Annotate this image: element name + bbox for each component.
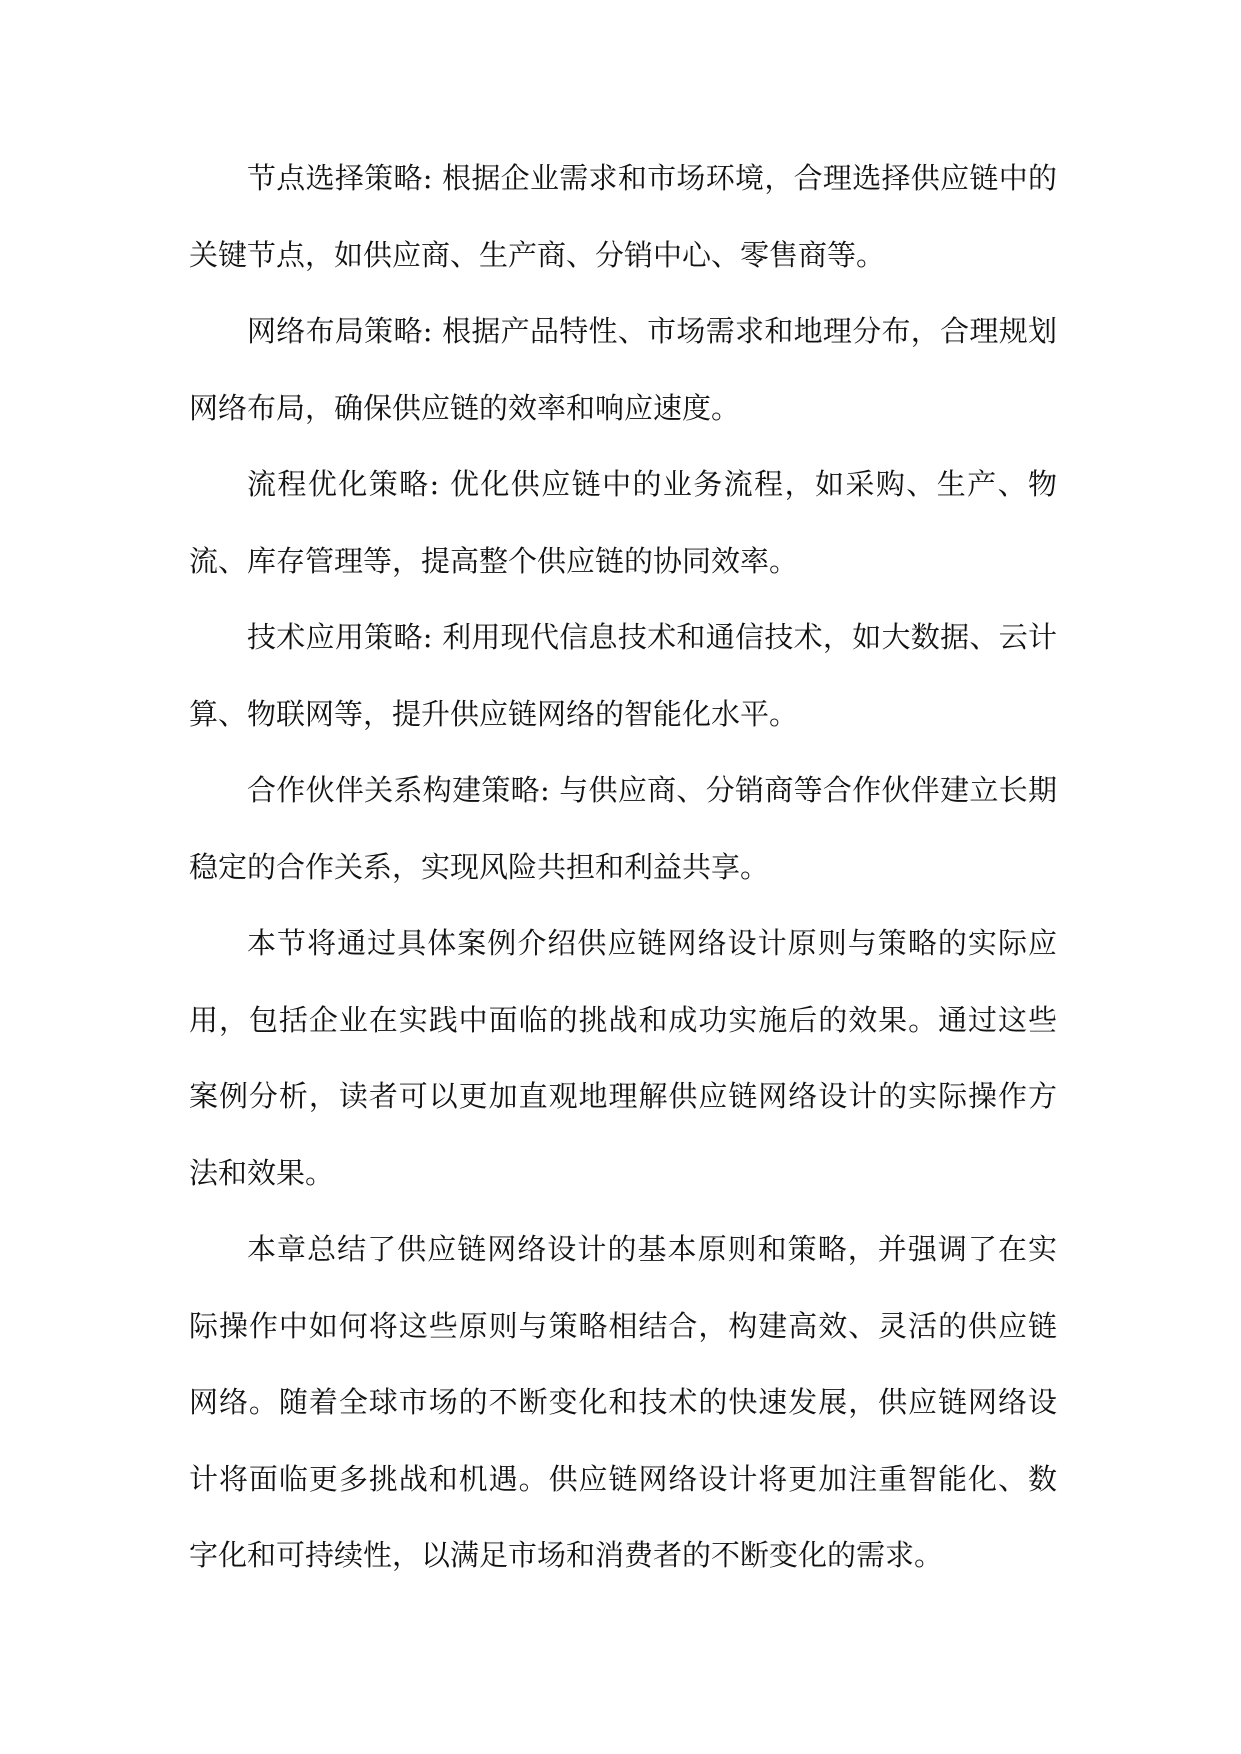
paragraph-process-optimization: 流程优化策略: 优化供应链中的业务流程，如采购、生产、物流、库存管理等，提高整个供应链的协同效率。: [189, 467, 1057, 578]
paragraph-network-layout: 网络布局策略: 根据产品特性、市场需求和地理分布，合理规划网络布局，确保供应链的效率和响应速度。: [189, 314, 1057, 425]
body-text: [189, 140, 1057, 1594]
paragraph-case-study: 本节将通过具体案例介绍供应链网络设计原则与策略的实际应用，包括企业在实践中面临的挑战和成功实施后的效果。通过这些案例分析，读者可以更加直观地理解供应链网络设计的实际操作方法和效果。: [189, 926, 1057, 1190]
paragraph-technology-application: 技术应用策略: 利用现代信息技术和通信技术，如大数据、云计算、物联网等，提升供应链网络的智能化水平。: [189, 620, 1057, 731]
paragraph-chapter-summary: 本章总结了供应链网络设计的基本原则和策略，并强调了在实际操作中如何将这些原则与策略相结合，构建高效、灵活的供应链网络。随着全球市场的不断变化和技术的快速发展，供应链网络设计将面临更多挑战和机遇。供应链网络设计将更加注重智能化、数字化和可持续性，以满足市场和消费者的不断变化的需求。: [189, 1232, 1057, 1572]
paragraph-node-selection: 节点选择策略: 根据企业需求和市场环境，合理选择供应链中的关键节点，如供应商、生产商、分销中心、零售商等。: [189, 161, 1057, 272]
paragraph-partnership: 合作伙伴关系构建策略: 与供应商、分销商等合作伙伴建立长期稳定的合作关系，实现风险共担和利益共享。: [189, 773, 1057, 884]
